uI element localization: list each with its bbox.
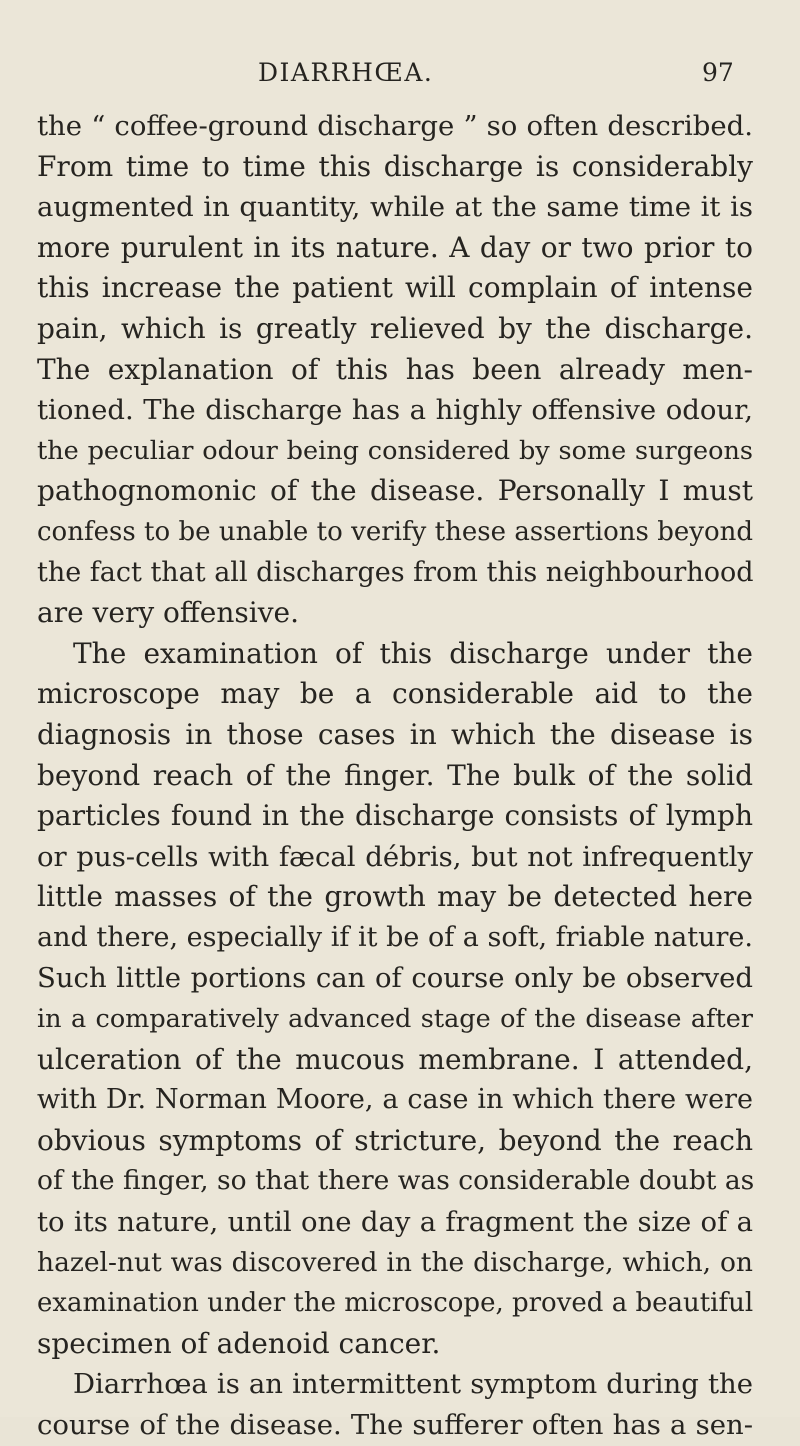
text-line-paragraph-start: The examination of this discharge under the bbox=[73, 636, 753, 670]
page-number: 97 bbox=[702, 58, 734, 87]
text-line: of the finger, so that there was considerable doubt as bbox=[37, 1165, 755, 1197]
text-line: particles found in the discharge consists of lymph bbox=[37, 799, 753, 833]
text-line: ulceration of the mucous membrane. I attended, bbox=[37, 1042, 753, 1076]
text-line: to its nature, until one day a fragment the size of a bbox=[37, 1206, 753, 1239]
text-line: diagnosis in those cases in which the disease is bbox=[37, 717, 753, 751]
body-text bbox=[37, 106, 753, 1446]
text-line: with Dr. Norman Moore, a case in which there were bbox=[37, 1084, 753, 1116]
text-line: microscope may be a considerable aid to the bbox=[37, 677, 753, 711]
text-line: hazel-nut was discovered in the discharge, which, on bbox=[37, 1246, 753, 1278]
running-title: DIARRHŒA. bbox=[258, 58, 434, 87]
text-line: course of the disease. The sufferer often has a sen- bbox=[37, 1409, 753, 1441]
text-line: examination under the microscope, proved a beautiful bbox=[37, 1288, 754, 1319]
text-line: Such little portions can of course only be observed bbox=[37, 962, 753, 995]
text-line: obvious symptoms of stricture, beyond the reach bbox=[37, 1123, 753, 1157]
text-line: beyond reach of the finger. The bulk of the solid bbox=[37, 758, 753, 792]
running-head bbox=[0, 56, 800, 90]
text-line: the peculiar odour being considered by some surgeons bbox=[37, 435, 753, 466]
text-line: pain, which is greatly relieved by the discharge. bbox=[37, 311, 753, 345]
text-line: augmented in quantity, while at the same time it is bbox=[37, 191, 753, 224]
text-line: this increase the patient will complain of intense bbox=[37, 271, 753, 305]
text-line: in a comparatively advanced stage of the disease after bbox=[37, 1004, 753, 1035]
text-line: pathognomonic of the disease. Personally I must bbox=[37, 474, 753, 508]
text-line: the fact that all discharges from this neighbourhood bbox=[37, 556, 754, 588]
text-line-paragraph-end: specimen of adenoid cancer. bbox=[37, 1326, 441, 1360]
text-line: little masses of the growth may be detected here bbox=[37, 880, 753, 914]
text-line: and there, especially if it be of a soft, friable nature. bbox=[37, 921, 753, 953]
text-line-paragraph-start: Diarrhœa is an intermittent symptom during the bbox=[73, 1368, 753, 1401]
text-line: tioned. The discharge has a highly offensive odour, bbox=[37, 394, 753, 427]
text-line: From time to time this discharge is considerably bbox=[37, 149, 753, 183]
text-line: confess to be unable to verify these assertions beyond bbox=[37, 516, 753, 547]
text-line: or pus-cells with fæcal débris, but not infrequently bbox=[37, 840, 753, 873]
text-line: The explanation of this has been already men- bbox=[37, 352, 753, 386]
text-line: more purulent in its nature. A day or two prior to bbox=[37, 230, 753, 264]
text-line-paragraph-end: are very offensive. bbox=[37, 596, 300, 630]
text-line: the “ coffee-ground discharge ” so often described. bbox=[37, 110, 753, 142]
